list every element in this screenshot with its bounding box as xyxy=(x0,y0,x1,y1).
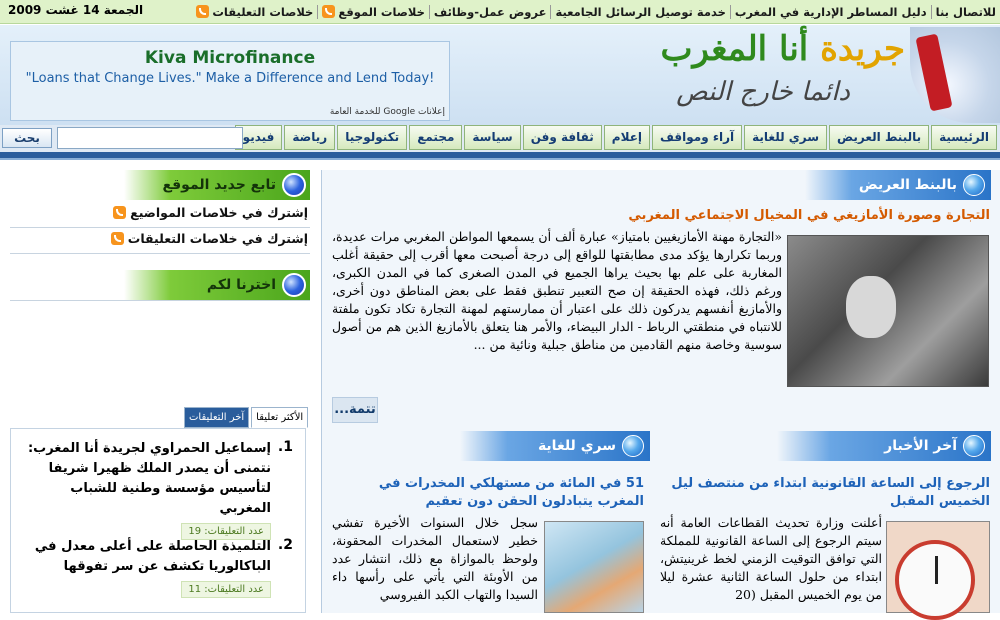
list-item-title[interactable]: التلميذة الحاصلة على أعلى معدل في الباكالوريا تكشف عن سر تفوقها xyxy=(34,539,271,574)
ad-banner[interactable] xyxy=(10,41,450,121)
nav-opinions[interactable]: آراء ومواقف xyxy=(652,125,742,150)
toplink-comment-feeds-label: خلاصات التعليقات xyxy=(212,4,314,19)
most-commented-panel xyxy=(10,428,306,613)
search-button[interactable]: بحث xyxy=(2,128,52,148)
toplink-contact[interactable] xyxy=(931,5,1000,19)
rss-icon xyxy=(196,5,209,18)
top-secret-photo[interactable] xyxy=(544,521,644,613)
tab-latest-comments[interactable]: آخر التعليقات xyxy=(184,407,249,428)
subscribe-topics-feed[interactable] xyxy=(113,205,308,220)
logo-word-newspaper: جريدة xyxy=(820,29,905,69)
nav-divider xyxy=(0,152,1000,160)
top-links-bar xyxy=(0,0,1000,24)
nav-society[interactable]: مجتمع xyxy=(409,125,462,150)
logo-title xyxy=(661,29,906,69)
top-secret-text: سجل خلال السنوات الأخيرة تفشي خطير لاستعمال المخدرات المحقونة، ولوحظ بالموازاة مع ذلك، انتشار عدد من الأوبئة التي يأتي على رأسها داء السيدا والتهاب الكبد الفيروسي xyxy=(332,515,538,602)
nav-home[interactable]: الرئيسية xyxy=(931,125,997,150)
list-item[interactable] xyxy=(23,439,293,540)
toplink-thesis-delivery[interactable] xyxy=(550,5,729,19)
toplink-contact-label: للاتصال بنا xyxy=(935,4,996,19)
toplink-site-feeds-label: خلاصات الموقع xyxy=(338,4,425,19)
site-header xyxy=(0,25,1000,125)
list-item-number: 2. xyxy=(277,537,293,553)
ad-text: "Loans that Change Lives." Make a Difference and Lend Today! xyxy=(25,71,435,86)
toplink-procedures-guide[interactable] xyxy=(730,5,931,19)
latest-news-text: أعلنت وزارة تحديث القطاعات العامة أنه سيتم الرجوع إلى الساعة القانونية للمملكة التي توافق التوقيت الزمني لخط غرينيتش، ابتداء من حلول الساعة الثانية عشرة ليلا من يوم الخميس المقبل (20 xyxy=(660,515,882,602)
toplink-site-feeds[interactable] xyxy=(317,5,429,19)
subscribe-comments-feed[interactable] xyxy=(111,231,308,246)
latest-news-title[interactable]: الرجوع إلى الساعة القانونية ابتداء من منتصف ليل الخميس المقبل xyxy=(671,476,990,509)
section-header-headlines-label: بالبنط العريض xyxy=(858,177,957,193)
section-header-picked-label: اخترنا لكم xyxy=(206,277,276,293)
list-item-number: 1. xyxy=(277,439,293,455)
nav-top-secret[interactable]: سري للغاية xyxy=(744,125,827,150)
comments-tabs xyxy=(184,407,308,428)
clock-icon xyxy=(895,540,975,620)
latest-news-photo[interactable] xyxy=(886,521,990,613)
bullet-icon xyxy=(282,273,306,297)
list-item[interactable] xyxy=(23,537,293,598)
top-secret-title[interactable]: 51 في المائة من مستهلكي المخدرات في المغرب يتبادلون الحقن دون تعقيم xyxy=(378,476,644,509)
subscribe-topics-feed-label: إشترك في خلاصات المواضيع xyxy=(130,205,308,220)
main-nav xyxy=(235,125,997,150)
photo-subject xyxy=(846,276,896,338)
nav-sports[interactable]: رياضة xyxy=(284,125,335,150)
divider xyxy=(10,300,310,301)
toplink-jobs-label: عروض عمل-وظائف xyxy=(433,4,547,19)
subscribe-comments-feed-label: إشترك في خلاصات التعليقات xyxy=(127,231,308,246)
current-date: الجمعة 14 غشت 2009 xyxy=(8,3,144,17)
ad-title[interactable]: Kiva Microfinance xyxy=(144,48,316,68)
nav-politics[interactable]: سياسة xyxy=(464,125,520,150)
featured-article-photo[interactable] xyxy=(787,235,989,387)
rss-icon xyxy=(113,206,126,219)
nav-media[interactable]: إعلام xyxy=(604,125,650,150)
divider xyxy=(10,253,310,254)
section-header-follow xyxy=(124,170,310,200)
section-header-latest-news-label: آخر الأخبار xyxy=(884,438,957,454)
featured-article-text: «التجارة مهنة الأمازيغيين بامتياز» عبارة ألف أن يسمعها المواطن المغربي مرات عديدة، وربما تكرارها يؤكد مدى مطابقتها للواقع إلى درجة أصبحت معها أقرب إلى حقيقة أغلب المغاربة على علم بها بحيث يراها الجميع في المدن الصغرى كما في المدن الكبرى، ورغم ذلك، فهذه الحقيقة إن صح التعبير تنطبق فقط على بعض المناطق دون أخرى، والأمازيغ أنفسهم يدركون ذلك على اعتبار أن ممارستهم لمهنة التجارة تكاد تكون ملفتة للانتباه في منطقتي الرباط - الدار البيضاء، والأمر هنا يتعلق بالأمازيغ الذين هم من أصول سوسية وخاصة منهم القادمين من مناطق جبلية ونائية من ... xyxy=(332,229,782,352)
tab-most-commented[interactable]: الأكثر تعليقا xyxy=(251,407,308,428)
featured-article-title[interactable]: التجارة وصورة الأمازيغي في المخيال الاجتماعي المغربي xyxy=(628,208,990,223)
logo-tagline: دائما خارج النص xyxy=(676,77,850,107)
nav-video[interactable]: فيديو xyxy=(235,125,283,150)
section-header-headlines[interactable] xyxy=(805,170,991,200)
rss-icon xyxy=(111,232,124,245)
search-input[interactable] xyxy=(57,127,243,149)
nav-technology[interactable]: تكنولوجيا xyxy=(337,125,407,150)
ad-footer[interactable]: إعلانات Google للخدمة العامة xyxy=(329,107,445,117)
toplink-jobs[interactable] xyxy=(429,5,551,19)
logo-word-name: أنا المغرب xyxy=(660,29,809,69)
toplink-procedures-guide-label: دليل المساطر الإدارية في المغرب xyxy=(734,4,927,19)
section-header-picked xyxy=(124,270,310,300)
globe-icon xyxy=(963,174,985,196)
main-nav-bar xyxy=(0,125,1000,152)
comment-count-badge: عدد التعليقات: 11 xyxy=(181,581,271,598)
divider xyxy=(10,227,310,228)
rss-icon xyxy=(322,5,335,18)
section-header-latest-news[interactable] xyxy=(777,431,991,461)
globe-icon xyxy=(622,435,644,457)
list-item-title[interactable]: إسماعيل الحمراوي لجريدة أنا المغرب: نتمنى أن يصدر الملك ظهيرا شريفا لتأسيس مؤسسة وطنية للشباب المغربي xyxy=(27,441,271,516)
nav-culture[interactable]: ثقافة وفن xyxy=(523,125,602,150)
read-more-link[interactable]: تتمة... xyxy=(332,397,378,423)
bullet-icon xyxy=(282,173,306,197)
toplink-thesis-delivery-label: خدمة توصيل الرسائل الجامعية xyxy=(555,4,726,19)
section-header-top-secret-label: سري للغاية xyxy=(537,438,616,454)
toplink-comment-feeds[interactable] xyxy=(192,5,317,19)
section-header-top-secret[interactable] xyxy=(460,431,650,461)
section-header-follow-label: تابع جديد الموقع xyxy=(162,177,276,193)
comment-count-badge: عدد التعليقات: 19 xyxy=(181,523,271,540)
site-logo[interactable] xyxy=(630,25,1000,125)
globe-icon xyxy=(963,435,985,457)
nav-headlines[interactable]: بالبنط العريض xyxy=(829,125,929,150)
